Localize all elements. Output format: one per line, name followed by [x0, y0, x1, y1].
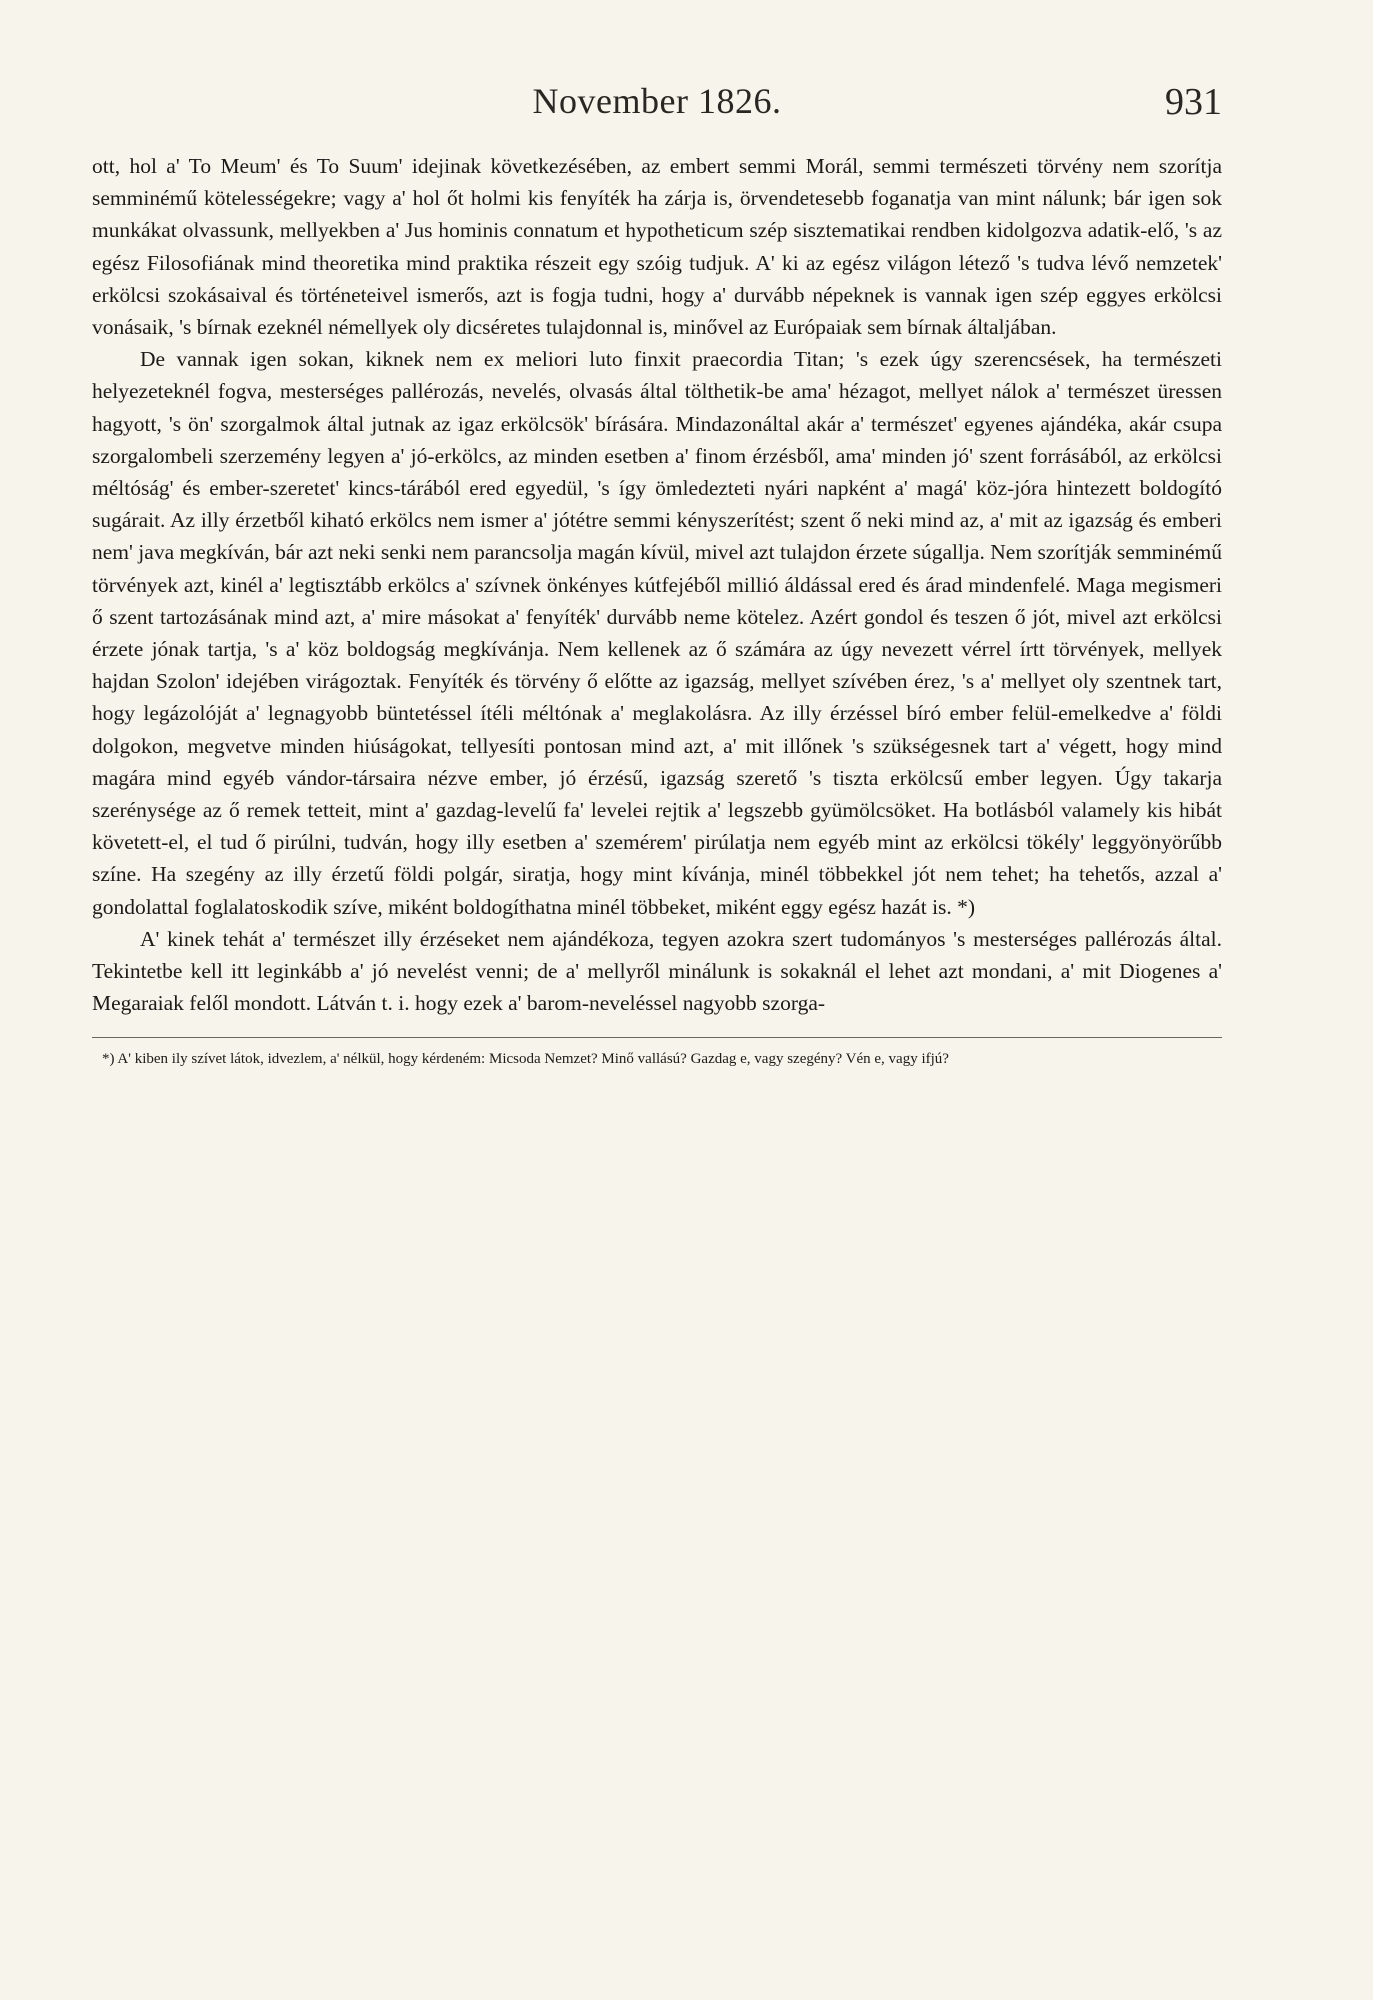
document-page — [92, 80, 1222, 1940]
footnote: *) A' kiben ily szívet látok, idvezlem, a' nélkül, hogy kérdeném: Micsoda Nemzet? Minő vallású? Gazdag e, vagy szegény? Vén e, vagy ifjú? — [102, 1051, 949, 1068]
paragraph-2: De vannak igen sokan, kiknek nem ex meliori luto finxit praecordia Titan; 's ezek úgy szerencsések, ha természeti helyezeteknél fogva, mesterséges pallérozás, nevelés, olvasás által tölthetik-be ama' hézagot, mellyet nálok a' természet üressen hagyott, 's ön' szorgalmok által jutnak az igaz erkölcsök' bírására. Mindazonáltal akár a' természet' egyenes ajándéka, akár csupa szorgalombeli szerzemény legyen a' jó-erkölcs, az minden esetben a' finom érzésből, ama' minden jó' szent forrásából, az erkölcsi méltóság' és ember-szeretet' kincs-tárából ered egyedül, 's így ömledezteti nyári napként a' magá' köz-jóra hintezett boldogító sugárait. Az illy érzetből kiható erkölcs nem ismer a' jótétre semmi kényszerítést; szent ő neki mind az, a' mit az igazság és emberi nem' java megkíván, bár azt neki senki nem parancsolja magán kívül, mivel azt tulajdon érzete súgallja. Nem szorítják semminémű törvények azt, kinél a' legtisztább erkölcs a' szívnek önkényes kútfejéből millió áldással ered és árad mindenfelé. Maga megismeri ő szent tartozásának mind azt, a' mire másokat a' fenyíték' durvább neme kötelez. Azért gondol és teszen ő jót, mivel azt erkölcsi érzete jónak tartja, 's a' köz boldogság megkívánja. Nem kellenek az ő számára az úgy nevezett vérrel írtt törvények, mellyek hajdan Szolon' idejében virágoztak. Fenyíték és törvény ő előtte az igazság, mellyet szívében érez, 's a' mellyet oly szentnek tart, hogy legázolóját a' legnagyobb büntetéssel ítéli méltónak a' meglakolásra. Az illy érzéssel bíró ember felül-emelkedve a' földi dolgokon, megvetve minden hiúságokat, tellyesíti pontosan mind azt, a' mit illőnek 's szükségesnek tart a' végett, hogy mind magára mind egyéb vándor-társaira nézve ember, jó érzésű, igazság szerető 's tiszta erkölcsű ember legyen. Úgy takarja szerénysége az ő remek tetteit, mint a' gazdag-levelű fa' levelei rejtik a' legszebb gyümölcsöket. Ha botlásból valamely kis hibát követett-el, el tud ő pirúlni, tudván, hogy illy esetben a' szemérem' pirúlatja nem egyéb mint az erkölcsi tökély' leggyönyörűbb színe. Ha szegény az illy érzetű földi polgár, siratja, hogy mint kívánja, minél többekkel jót nem tehet; ha tehetős, azzal a' gondolattal foglalatoskodik szíve, miként boldogíthatna minél többeket, miként eggy egész hazát is. *) — [92, 347, 1222, 919]
paragraph-3: A' kinek tehát a' természet illy érzéseket nem ajándékoza, tegyen azokra szert tudományos 's mesterséges pallérozás által. Tekintetbe kell itt leginkább a' jó nevelést venni; de a' mellyről minálunk is sokaknál el lehet azt mondani, a' mit Diogenes a' Megaraiak felől mondott. Látván t. i. hogy ezek a' barom-neveléssel nagyobb szorga- — [92, 926, 1222, 1016]
running-title: November 1826. — [532, 81, 782, 121]
page-header — [92, 80, 1222, 140]
paragraph-1: ott, hol a' To Meum' és To Suum' idejinak következésében, az embert semmi Morál, semmi természeti törvény nem szorítja semminémű kötelességekre; vagy a' hol őt holmi kis fenyíték ha zárja is, örvendetesebb foganatja van mint nálunk; bár igen sok munkákat olvassunk, mellyekben a' Jus hominis connatum et hypotheticum szép sisztematikai rendben kidolgozva adatik-elő, 's az egész Filosofiának mind theoretika mind praktika részeit egy szóig tudjuk. A' ki az egész világon létező 's tudva lévő nemzetek' erkölcsi szokásaival és történeteivel ismerős, azt is fogja tudni, hogy a' durvább népeknek is vannak igen szép eggyes erkölcsi vonásaik, 's bírnak ezeknél némellyek oly dicséretes tulajdonnal is, minővel az Európaiak sem bírnak általjában. — [92, 154, 1222, 340]
page-number: 931 — [1165, 81, 1222, 123]
footnote-divider — [92, 1037, 1222, 1038]
body-text — [92, 150, 1222, 1019]
